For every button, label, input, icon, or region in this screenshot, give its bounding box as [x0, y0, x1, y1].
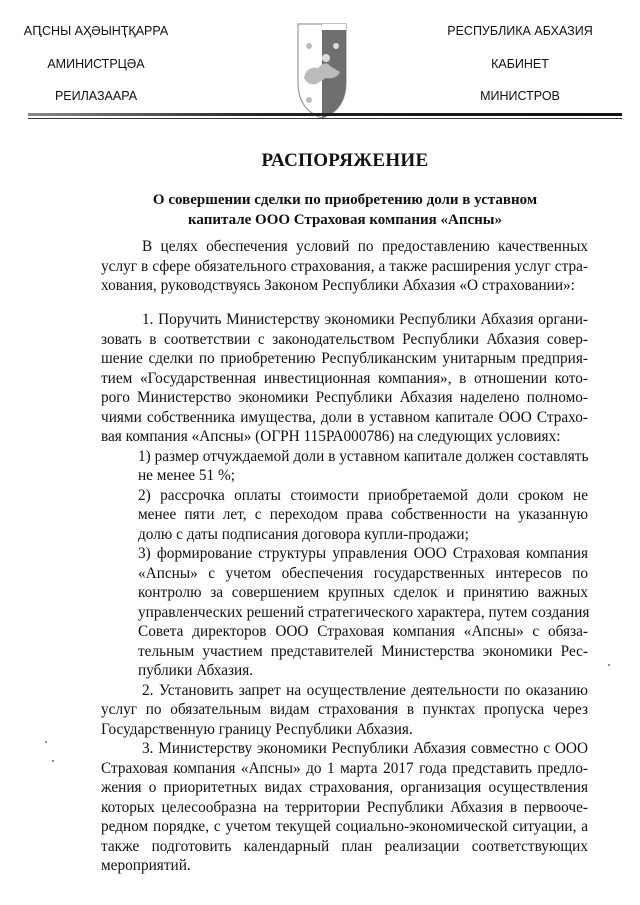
- text-line: также подготовить календарный план реализации соответствующих: [101, 837, 588, 855]
- text-line: управленческих решений стратегического характера, путем создания: [138, 603, 590, 621]
- header-left-line: АԤСНЫ АҲӘЫНҬҚАРРА: [23, 24, 169, 38]
- clause-2-paragraph: [101, 681, 588, 740]
- text-line: 1. Поручить Министерству экономики Республики Абхазия органи-: [142, 311, 588, 328]
- text-line: тельным участием представителей Министерства экономики Рес-: [138, 642, 588, 660]
- header-abkhaz: [0, 24, 196, 122]
- text-line: которых целесообразна на территории Республики Абхазия в первооче-: [101, 798, 588, 816]
- text-line: услуг по обязательным видам страхования в пунктах пропуска через: [101, 701, 588, 718]
- scan-speck: [608, 664, 610, 666]
- header-right-line: МИНИСТРОВ: [480, 89, 560, 103]
- text-line: менее пяти лет, с переходом права собственности на указанную: [138, 506, 588, 523]
- subtitle-line: О совершении сделки по приобретению доли в уставном: [152, 192, 538, 208]
- text-line: зовать в соответствии с законодательством Республики Абхазия совер-: [101, 330, 588, 348]
- text-line: услуг в сфере обязательного страхования, а также расширения услуг стра-: [101, 257, 588, 275]
- header-left-line: АМИНИСТРЦӘА: [47, 56, 145, 71]
- text-line: долю с даты подписания договора купли-продажи;: [138, 525, 469, 543]
- text-line: В целях обеспечения условий по предоставлению качественных: [142, 238, 588, 255]
- clause-3-paragraph: [101, 739, 588, 876]
- text-line: «Апсны» с учетом обеспечения государственных интересов по: [138, 564, 588, 582]
- subitem-3-paragraph: [138, 544, 588, 681]
- header-divider-thin: [28, 118, 622, 119]
- scan-speck: [45, 741, 47, 743]
- text-line: 3. Министерству экономики Республики Абхазия совместно с ООО: [142, 740, 588, 757]
- text-line: мероприятий.: [101, 857, 191, 874]
- header-russian: [420, 24, 620, 122]
- coat-of-arms-emblem: [296, 20, 348, 120]
- text-line: 1) размер отчуждаемой доли в уставном капитале должен составлять: [138, 447, 589, 465]
- subitem-1-paragraph: [138, 447, 588, 486]
- document-title: РАСПОРЯЖЕНИЕ: [261, 150, 429, 171]
- text-line: жения о приоритетных видах страхования, организация осуществления: [101, 779, 588, 796]
- header-right-line: КАБИНЕТ: [491, 56, 549, 71]
- text-line: редном порядке, с учетом текущей социально-экономической ситуации, а: [101, 818, 588, 835]
- header-divider: [28, 113, 622, 116]
- text-line: Совета директоров ООО Страховая компания «Апсны» с обяза-: [138, 623, 588, 640]
- text-line: не менее 51 %;: [138, 467, 235, 484]
- text-line: контролю за совершением крупных сделок и принятию важных: [138, 584, 588, 601]
- text-line: 2. Установить запрет на осуществление деятельности по оказанию: [142, 681, 588, 699]
- text-line: вая компания «Апсны» (ОГРН 115РА000786) на следующих условиях:: [101, 428, 561, 445]
- text-line: 3) формирование структуры управления ООО Страховая компания: [138, 545, 588, 562]
- header-right-line: РЕСПУБЛИКА АБХАЗИЯ: [447, 24, 593, 38]
- text-line: тием «Государственная инвестиционная компания», в отношении кото-: [101, 369, 588, 387]
- preamble-paragraph: [101, 237, 588, 296]
- text-line: хования, руководствуясь Законом Республики Абхазия «О страховании»:: [101, 277, 575, 294]
- text-line: чиями собственника имущества, доли в уставном капитале ООО Страхо-: [101, 408, 588, 426]
- scan-speck: [52, 760, 54, 762]
- header-left-line: РЕИЛАЗААРА: [54, 89, 138, 103]
- subitem-2-paragraph: [138, 486, 588, 545]
- subtitle-line: капитале ООО Страховая компания «Апсны»: [188, 211, 502, 228]
- text-line: Страховая компания «Апсны» до 1 марта 2017 года представить предло-: [101, 759, 588, 777]
- text-line: публики Абхазия.: [138, 662, 254, 679]
- text-line: шение сделки по приобретению Республиканским унитарным предприя-: [101, 350, 588, 367]
- clause-1-paragraph: [101, 310, 588, 447]
- text-line: Государственную границу Республики Абхазия.: [101, 720, 413, 738]
- text-line: 2) рассрочка оплаты стоимости приобретаемой доли сроком не: [138, 486, 588, 504]
- document-subtitle: [0, 191, 640, 230]
- text-line: рого Министерство экономики Республики Абхазия наделено полномо-: [101, 389, 588, 406]
